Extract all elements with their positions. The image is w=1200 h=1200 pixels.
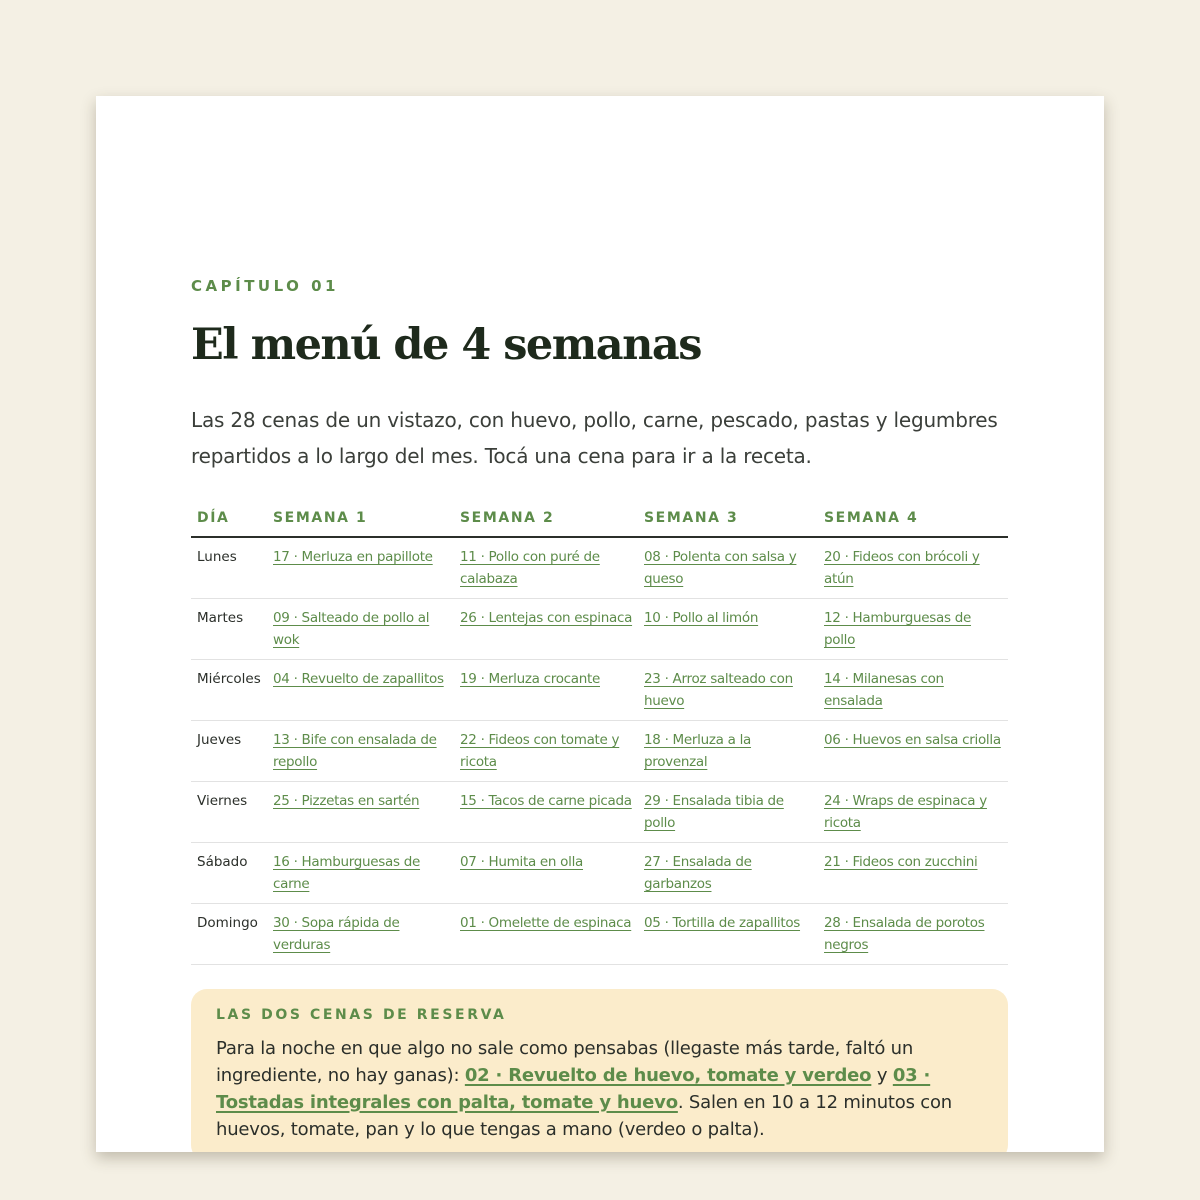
table-row bbox=[191, 782, 1008, 843]
reserve-title: LAS DOS CENAS DE RESERVA bbox=[216, 1007, 507, 1023]
table-row bbox=[191, 660, 1008, 721]
recipe-link[interactable]: 13 · Bife con ensalada de repollo bbox=[273, 732, 437, 770]
day-label: Jueves bbox=[191, 721, 267, 782]
meal-cell bbox=[818, 843, 1008, 904]
recipe-link[interactable]: 23 · Arroz salteado con huevo bbox=[644, 671, 793, 709]
recipe-link[interactable]: 09 · Salteado de pollo al wok bbox=[273, 610, 430, 648]
table-row bbox=[191, 904, 1008, 965]
table-row bbox=[191, 843, 1008, 904]
meal-cell bbox=[638, 537, 818, 599]
recipe-link[interactable]: 25 · Pizzetas en sartén bbox=[273, 793, 420, 809]
chapter-content bbox=[191, 276, 1008, 1152]
recipe-link[interactable]: 19 · Merluza crocante bbox=[460, 671, 600, 687]
meal-cell bbox=[638, 782, 818, 843]
page-title: El menú de 4 semanas bbox=[191, 320, 701, 370]
meal-cell bbox=[267, 904, 454, 965]
recipe-link[interactable]: 17 · Merluza en papillote bbox=[273, 549, 433, 565]
day-label: Miércoles bbox=[191, 660, 267, 721]
recipe-link[interactable]: 04 · Revuelto de zapallitos bbox=[273, 671, 444, 687]
recipe-link[interactable]: 21 · Fideos con zucchini bbox=[824, 854, 978, 870]
day-label: Domingo bbox=[191, 904, 267, 965]
meal-cell bbox=[638, 721, 818, 782]
reserve-recipe-link-03[interactable]: 03 · Tostadas integrales con palta, tomate y huevo bbox=[216, 1065, 931, 1113]
recipe-link[interactable]: 14 · Milanesas con ensalada bbox=[824, 671, 944, 709]
meal-cell bbox=[818, 599, 1008, 660]
page-card bbox=[96, 96, 1104, 1152]
reserve-text-middle: y bbox=[871, 1065, 893, 1086]
header-week-3: SEMANA 3 bbox=[638, 500, 818, 537]
meal-cell bbox=[638, 843, 818, 904]
meal-cell bbox=[818, 782, 1008, 843]
meal-cell bbox=[454, 599, 638, 660]
meal-cell bbox=[818, 660, 1008, 721]
reserve-recipe-link-02[interactable]: 02 · Revuelto de huevo, tomate y verdeo bbox=[464, 1065, 872, 1086]
meal-cell bbox=[454, 904, 638, 965]
meal-cell bbox=[454, 660, 638, 721]
recipe-link[interactable]: 11 · Pollo con puré de calabaza bbox=[460, 549, 600, 587]
recipe-link[interactable]: 20 · Fideos con brócoli y atún bbox=[824, 549, 980, 587]
recipe-link[interactable]: 24 · Wraps de espinaca y ricota bbox=[824, 793, 987, 831]
recipe-link[interactable]: 07 · Humita en olla bbox=[460, 854, 584, 870]
recipe-link[interactable]: 26 · Lentejas con espinaca bbox=[460, 610, 633, 626]
menu-table-header bbox=[191, 500, 1008, 537]
table-row bbox=[191, 599, 1008, 660]
meal-cell bbox=[638, 904, 818, 965]
recipe-link[interactable]: 05 · Tortilla de zapallitos bbox=[644, 915, 801, 931]
recipe-link[interactable]: 22 · Fideos con tomate y ricota bbox=[460, 732, 620, 770]
recipe-link[interactable]: 10 · Pollo al limón bbox=[644, 610, 759, 626]
day-label: Viernes bbox=[191, 782, 267, 843]
recipe-link[interactable]: 08 · Polenta con salsa y queso bbox=[644, 549, 797, 587]
meal-cell bbox=[267, 660, 454, 721]
meal-cell bbox=[454, 843, 638, 904]
menu-table-body bbox=[191, 537, 1008, 965]
header-week-4: SEMANA 4 bbox=[818, 500, 1008, 537]
chapter-eyebrow: CAPÍTULO 01 bbox=[191, 277, 339, 295]
intro-paragraph: Las 28 cenas de un vistazo, con huevo, pollo, carne, pescado, pastas y legumbres repartidos a lo largo del mes. Tocá una cena para ir a la receta. bbox=[191, 408, 998, 468]
recipe-link[interactable]: 27 · Ensalada de garbanzos bbox=[644, 854, 752, 892]
meal-cell bbox=[267, 599, 454, 660]
table-row bbox=[191, 537, 1008, 599]
meal-cell bbox=[454, 537, 638, 599]
menu-table bbox=[191, 500, 1008, 965]
meal-cell bbox=[818, 721, 1008, 782]
recipe-link[interactable]: 28 · Ensalada de porotos negros bbox=[824, 915, 985, 953]
meal-cell bbox=[638, 660, 818, 721]
reserve-text-before: Para la noche en que algo no sale como pensabas (llegaste más tarde, faltó un ingrediente, no hay ganas): bbox=[216, 1038, 914, 1086]
meal-cell bbox=[818, 537, 1008, 599]
recipe-link[interactable]: 15 · Tacos de carne picada bbox=[460, 793, 632, 809]
meal-cell bbox=[267, 537, 454, 599]
meal-cell bbox=[454, 782, 638, 843]
meal-cell bbox=[454, 721, 638, 782]
recipe-link[interactable]: 06 · Huevos en salsa criolla bbox=[824, 732, 1001, 748]
meal-cell bbox=[267, 782, 454, 843]
header-week-1: SEMANA 1 bbox=[267, 500, 454, 537]
recipe-link[interactable]: 12 · Hamburguesas de pollo bbox=[824, 610, 972, 648]
header-week-2: SEMANA 2 bbox=[454, 500, 638, 537]
day-label: Lunes bbox=[191, 537, 267, 599]
recipe-link[interactable]: 01 · Omelette de espinaca bbox=[460, 915, 632, 931]
day-label: Martes bbox=[191, 599, 267, 660]
reserve-text bbox=[216, 1035, 984, 1143]
day-label: Sábado bbox=[191, 843, 267, 904]
meal-cell bbox=[267, 721, 454, 782]
header-day: DÍA bbox=[191, 500, 267, 537]
meal-cell bbox=[818, 904, 1008, 965]
recipe-link[interactable]: 16 · Hamburguesas de carne bbox=[273, 854, 421, 892]
recipe-link[interactable]: 29 · Ensalada tibia de pollo bbox=[644, 793, 784, 831]
table-row bbox=[191, 721, 1008, 782]
meal-cell bbox=[267, 843, 454, 904]
meal-cell bbox=[638, 599, 818, 660]
recipe-link[interactable]: 18 · Merluza a la provenzal bbox=[644, 732, 752, 770]
recipe-link[interactable]: 30 · Sopa rápida de verduras bbox=[273, 915, 400, 953]
reserve-callout bbox=[191, 989, 1008, 1152]
reserve-text-after: . Salen en 10 a 12 minutos con huevos, tomate, pan y lo que tengas a mano (verdeo o palta). bbox=[216, 1092, 953, 1140]
